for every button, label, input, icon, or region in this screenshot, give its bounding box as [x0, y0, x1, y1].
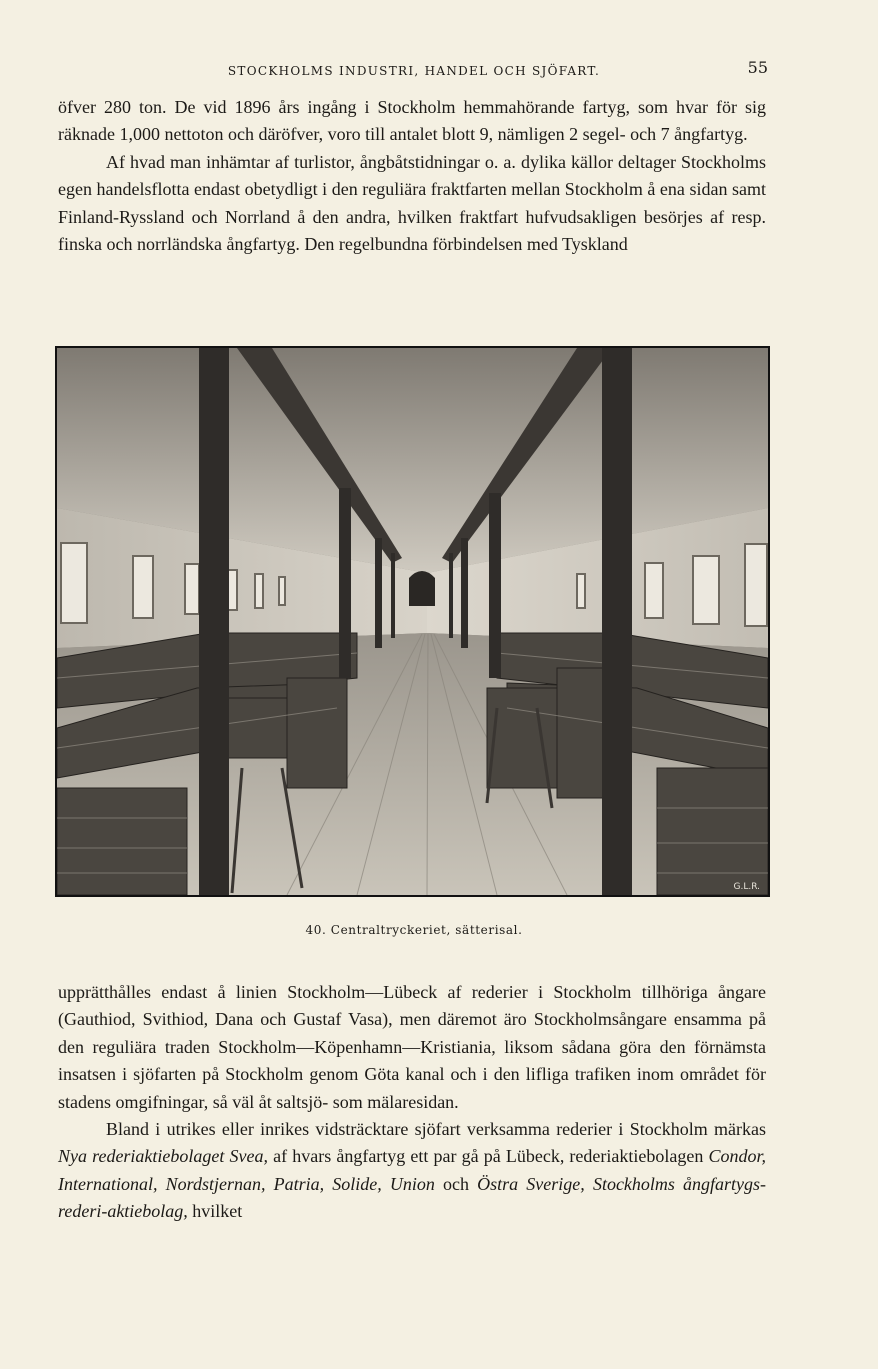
body-text-bottom	[58, 979, 766, 1226]
company-name-italic: International,	[58, 1173, 158, 1194]
engraver-signature: G.L.R.	[733, 882, 760, 892]
paragraph-1: öfver 280 ton. De vid 1896 års ingång i Stockholm hemmahörande fartyg, som hvar för sig räknade 1,000 nettoton och däröfver, voro till antalet blott 9, nämligen 2 segel- och 7 ångfartyg.	[58, 97, 766, 145]
paragraph-3: upprätthålles endast å linien Stockholm—Lübeck af rederier i Stockholm tillhöriga ångare (Gauthiod, Svithiod, Dana och Gustaf Vasa), men däremot äro Stockholmsångare ensamma på den reguliära traden Stockholm—Köpenhamn—Kristiania, liksom sådana göra den förnämsta insatsen i sjöfarten på Stockholm genom Göta kanal och i den lifliga trafiken inom området för stadens omgifningar, så väl åt saltsjö- som mälaresidan.	[58, 982, 766, 1112]
paragraph-2: Af hvad man inhämtar af turlistor, ångbåtstidningar o. a. dylika källor deltager Stockholms egen handelsflotta endast obetydligt i den reguliära fraktfarten mellan Stockholm å ena sidan samt Finland-Ryssland och Norrland å den andra, hvilken fraktfart hufvudsakligen besörjes af resp. finska och norrländska ångfartyg. Den regelbundna förbindelsen med Tyskland	[58, 151, 766, 255]
page-number: 55	[747, 58, 768, 77]
company-name-italic: Union	[389, 1173, 435, 1194]
company-name-italic: Nya rederiaktiebolaget Svea,	[58, 1146, 269, 1167]
text-span: Bland i utrikes eller inrikes vidsträcktare sjöfart verksamma rederier i Stockholm märkas	[106, 1119, 766, 1140]
body-text-top	[58, 94, 766, 258]
company-name-italic: Patria,	[273, 1173, 325, 1194]
running-title: STOCKHOLMS INDUSTRI, HANDEL OCH SJÖFART.	[227, 64, 601, 78]
running-header	[58, 58, 770, 82]
company-name-italic: Condor,	[708, 1146, 766, 1167]
company-name-italic: Nordstjernan,	[165, 1173, 266, 1194]
text-span: af hvars ångfartyg ett par gå på Lübeck, rederiaktiebolagen	[268, 1146, 709, 1167]
printing-hall-illustration	[57, 348, 768, 895]
paragraph-4	[58, 1116, 766, 1226]
company-name-italic: Stockholms ångfartygs-rederi-aktiebolag,	[58, 1173, 767, 1222]
company-name-italic: Solide,	[332, 1173, 382, 1194]
text-span: och	[434, 1173, 478, 1194]
figure-photo	[55, 346, 770, 897]
text-span: hvilket	[187, 1201, 243, 1222]
company-name-italic: Östra Sverige,	[477, 1173, 585, 1194]
figure-caption: 40. Centraltryckeriet, sätterisal.	[305, 923, 523, 937]
